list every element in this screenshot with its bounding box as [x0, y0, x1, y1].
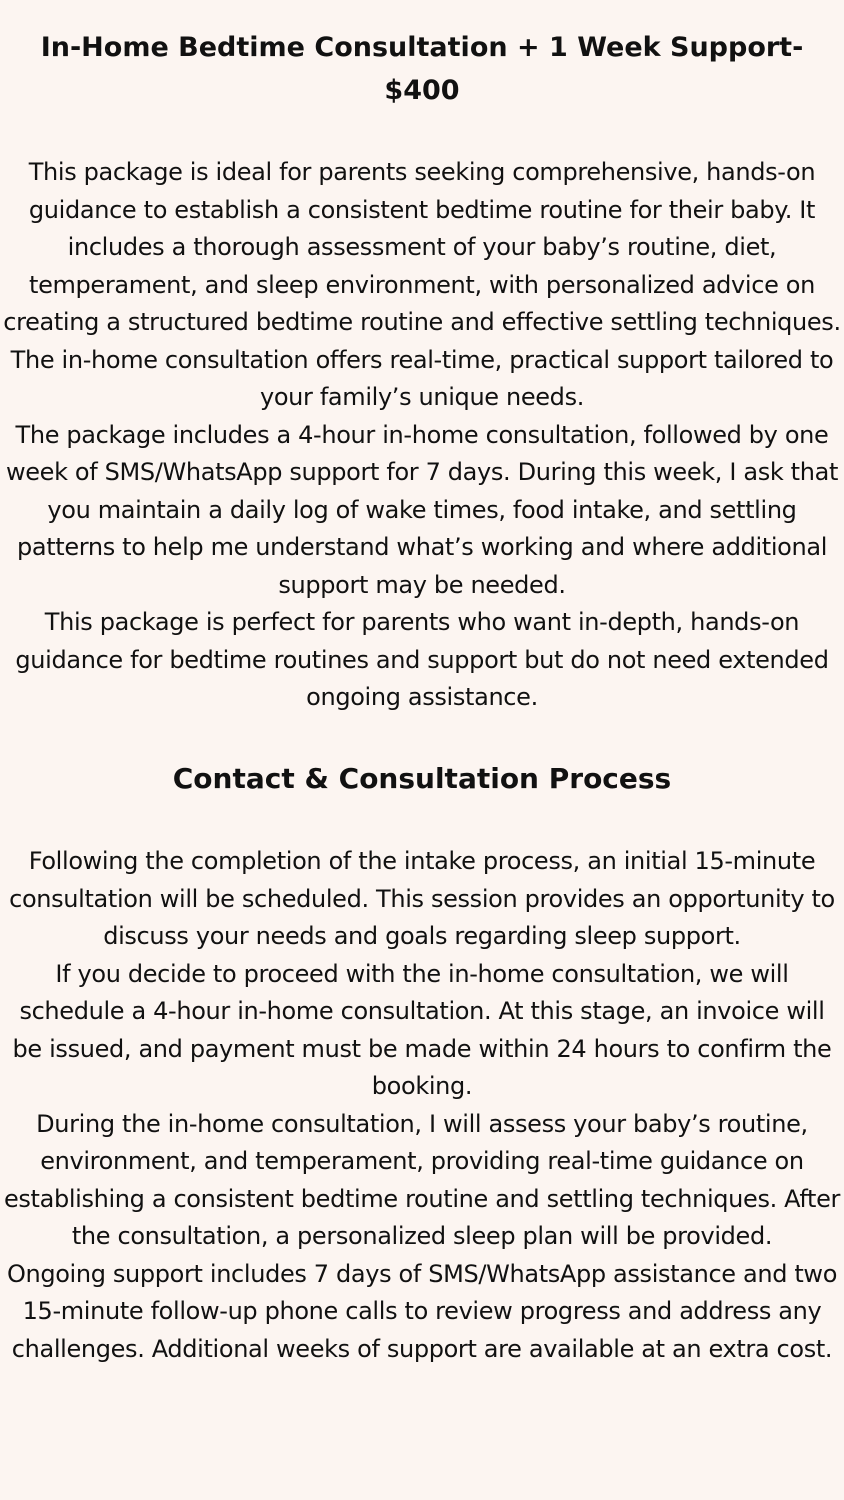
package-paragraph: This package is ideal for parents seeking comprehensive, hands-on guidance to establish a consistent bedtime routine for their baby. It includes a thorough assessment of your baby’s routine, diet, temperament, and sleep environment, with personalized advice on creating a structured bedtime routine and effective settling techniques. The in-home consultation offers real-time, practical support tailored to your family’s unique needs.	[3, 158, 841, 411]
process-paragraph: During the in-home consultation, I will assess your baby’s routine, environment, and temperament, providing real-time guidance on establishing a consistent bedtime routine and settling techniques. After the consultation, a personalized sleep plan will be provided.	[3, 1109, 841, 1250]
process-description	[0, 843, 844, 1368]
package-title: In-Home Bedtime Consultation + 1 Week Support- $400	[40, 32, 804, 106]
package-description	[0, 154, 844, 717]
package-paragraph: The package includes a 4-hour in-home consultation, followed by one week of SMS/WhatsApp support for 7 days. During this week, I ask that you maintain a daily log of wake times, food intake, and settling patterns to help me understand what’s working and where additional support may be needed.	[5, 420, 839, 599]
process-title: Contact & Consultation Process	[172, 762, 672, 795]
process-paragraph: If you decide to proceed with the in-home consultation, we will schedule a 4-hour in-home consultation. At this stage, an invoice will be issued, and payment must be made within 24 hours to confirm the booking.	[12, 959, 832, 1100]
process-paragraph: Ongoing support includes 7 days of SMS/WhatsApp assistance and two 15-minute follow-up phone calls to review progress and address any challenges. Additional weeks of support are available at an extra cost.	[6, 1259, 838, 1363]
process-paragraph: Following the completion of the intake process, an initial 15-minute consultation will be scheduled. This session provides an opportunity to discuss your needs and goals regarding sleep support.	[9, 847, 835, 950]
package-paragraph: This package is perfect for parents who want in-depth, hands-on guidance for bedtime routines and support but do not need extended ongoing assistance.	[15, 608, 829, 711]
